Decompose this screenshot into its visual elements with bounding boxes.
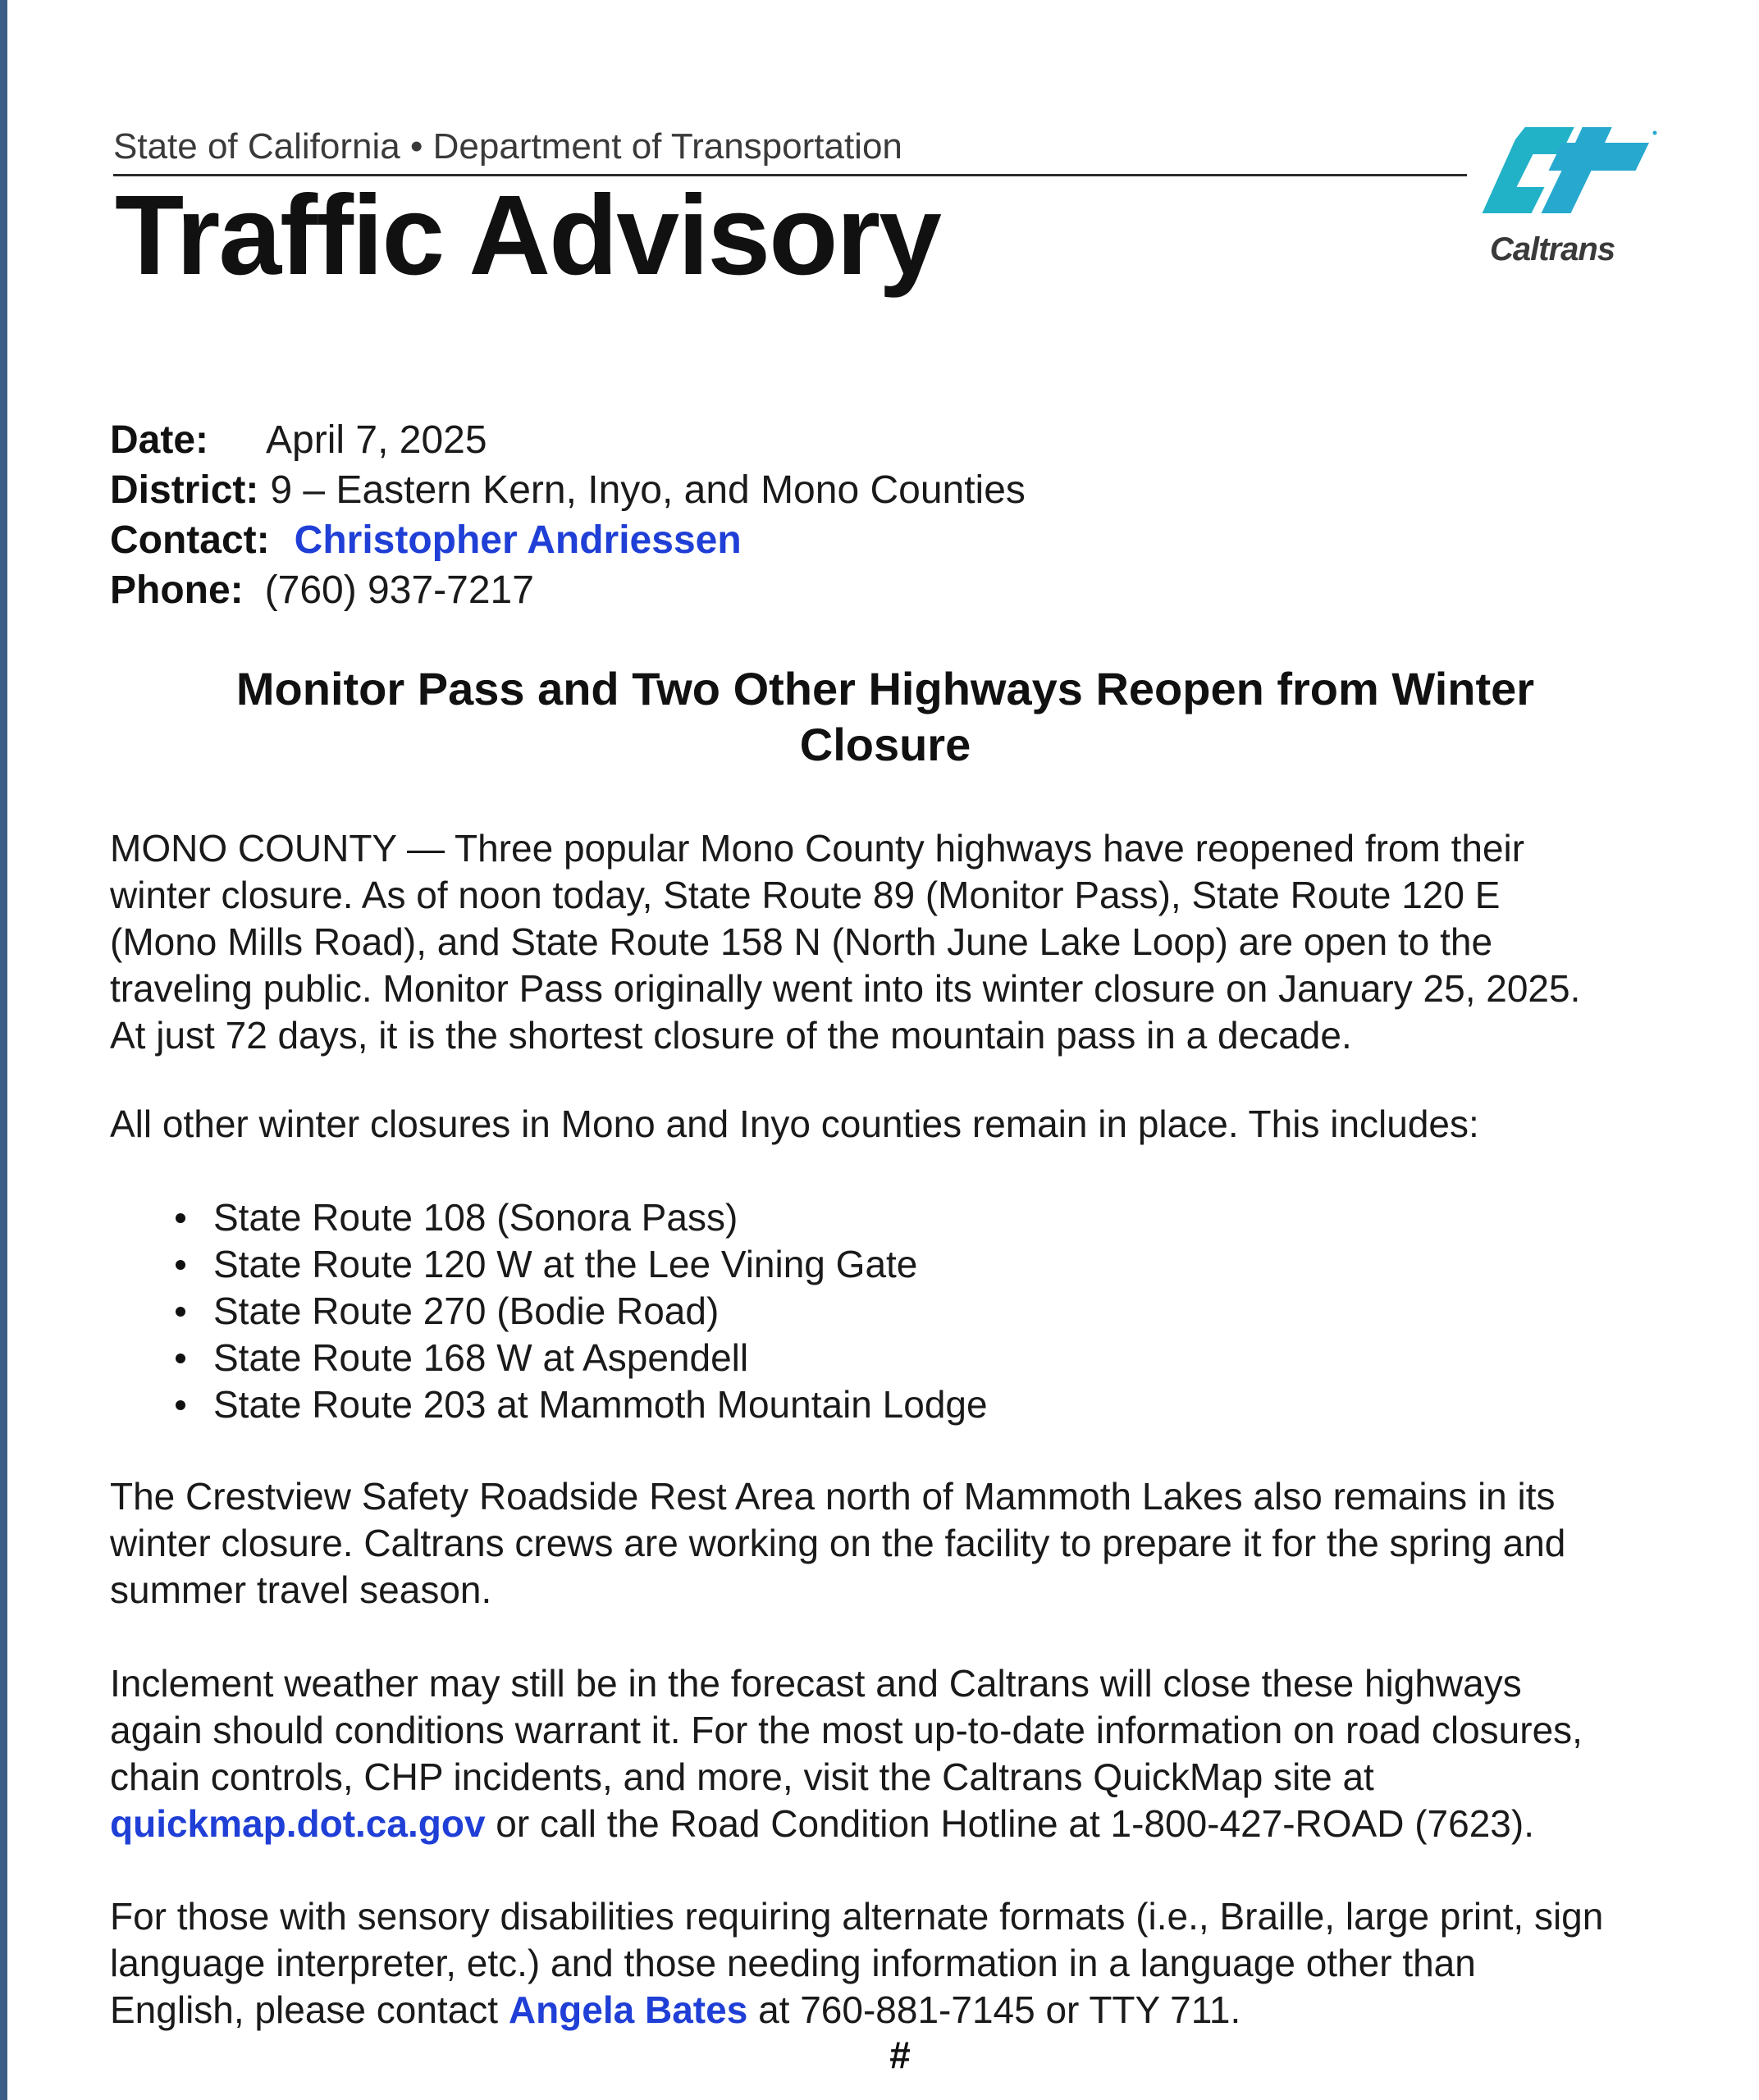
contact-prefix-text: English, please contact [110,1988,509,2031]
paragraph-line [110,1987,1603,2034]
document-title: Traffic Advisory [115,172,940,299]
paragraph-closures-intro [110,1101,1479,1148]
agency-line: State of California • Department of Transportation [113,126,902,167]
paragraph-intro [110,825,1580,1059]
list-item [110,1241,988,1288]
contact-link[interactable]: Christopher Andriessen [294,518,742,562]
phone-row [110,565,1026,615]
bullet-icon [176,1307,185,1317]
caltrans-wordmark: Caltrans [1490,231,1615,267]
paragraph-rest-area [110,1473,1565,1614]
paragraph-accessibility [110,1893,1603,2034]
quickmap-link[interactable]: quickmap.dot.ca.gov [110,1802,486,1845]
paragraph-line: (Mono Mills Road), and State Route 158 N (North June Lake Loop) are open to the [110,920,1493,963]
bullet-icon [176,1400,185,1410]
closure-list [110,1194,988,1428]
list-item [110,1335,988,1381]
list-item [110,1288,988,1335]
list-item [110,1381,988,1428]
bullet-icon [176,1354,185,1363]
closure-text: State Route 270 (Bodie Road) [213,1290,720,1332]
date-label: Date: [110,418,209,462]
end-mark: # [889,2034,911,2076]
contact-label: Contact: [110,518,270,562]
closure-text: State Route 203 at Mammoth Mountain Lodge [213,1383,988,1426]
paragraph-line: winter closure. As of noon today, State Route 89 (Monitor Pass), State Route 120 E [110,874,1501,916]
advisory-meta [110,415,1026,615]
headline-line: Monitor Pass and Two Other Highways Reopen from Winter [235,663,1535,714]
closure-text: State Route 120 W at the Lee Vining Gate [213,1243,918,1285]
paragraph-line: All other winter closures in Mono and Inyo counties remain in place. This includes: [110,1102,1479,1145]
list-item [110,1194,988,1241]
paragraph-line: again should conditions warrant it. For the most up-to-date information on road closures, [110,1709,1583,1751]
paragraph-line: language interpreter, etc.) and those needing information in a language other than [110,1942,1476,1984]
advisory-headline [110,661,1661,773]
paragraph-line: winter closure. Caltrans crews are working on the facility to prepare it for the spring and [110,1522,1566,1564]
paragraph-line: For those with sensory disabilities requiring alternate formats (i.e., Braille, large print, sign [110,1895,1604,1938]
paragraph-line: Inclement weather may still be in the forecast and Caltrans will close these highways [110,1662,1522,1705]
date-row [110,415,1026,465]
phone-label: Phone: [110,568,244,612]
paragraph-line [110,1801,1583,1847]
paragraph-line: At just 72 days, it is the shortest closure of the mountain pass in a decade. [110,1014,1352,1057]
paragraph-line: MONO COUNTY — Three popular Mono County highways have reopened from their [110,827,1525,870]
district-label: District: [110,468,259,512]
paragraph-line: chain controls, CHP incidents, and more, visit the Caltrans QuickMap site at [110,1755,1374,1798]
contact-suffix-text: at 760-881-7145 or TTY 711. [747,1988,1241,2031]
phone-value: (760) 937-7217 [264,568,534,612]
hotline-text: or call the Road Condition Hotline at 1-800-427-ROAD (7623). [485,1802,1534,1845]
bullet-icon [176,1260,185,1270]
paragraph-line: traveling public. Monitor Pass originally went into its winter closure on January 25, 2025. [110,967,1581,1010]
paragraph-weather [110,1660,1583,1847]
district-value: 9 – Eastern Kern, Inyo, and Mono Counties [270,468,1026,512]
paragraph-line: summer travel season. [110,1568,492,1611]
bullet-icon [176,1213,185,1223]
closure-text: State Route 108 (Sonora Pass) [213,1196,738,1239]
angela-bates-link[interactable]: Angela Bates [508,1988,748,2031]
headline-line: Closure [799,719,971,770]
paragraph-line: The Crestview Safety Roadside Rest Area north of Mammoth Lakes also remains in its [110,1475,1556,1518]
district-row [110,465,1026,515]
date-value: April 7, 2025 [266,418,487,462]
closure-text: State Route 168 W at Aspendell [213,1336,749,1379]
contact-row [110,515,1026,565]
